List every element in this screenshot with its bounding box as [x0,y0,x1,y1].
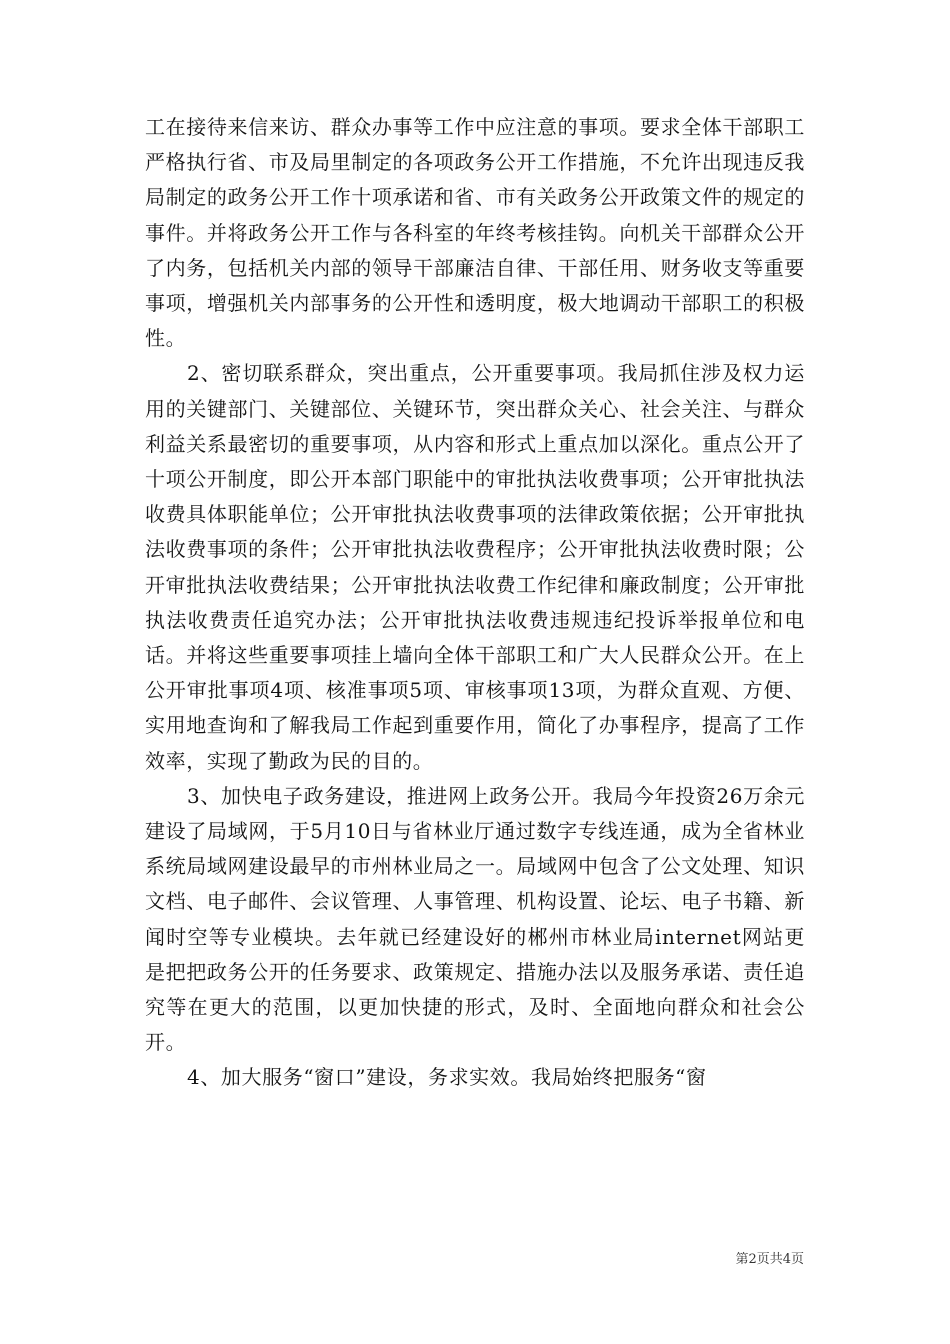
page-number-footer: 第2页共4页 [735,1252,804,1267]
paragraph-item-2: 2、密切联系群众，突出重点，公开重要事项。我局抓住涉及权力运用的关键部门、关键部位、关键环节，突出群众关心、社会关注、与群众利益关系最密切的重要事项，从内容和形式上重点加以深化。重点公开了十项公开制度，即公开本部门职能中的审批执法收费事项；公开审批执法收费具体职能单位；公开审批执法收费事项的法律政策依据；公开审批执法收费事项的条件；公开审批执法收费程序；公开审批执法收费时限；公开审批执法收费结果；公开审批执法收费工作纪律和廉政制度；公开审批执法收费责任追究办法；公开审批执法收费违规违纪投诉举报单位和电话。并将这些重要事项挂上墙向全体干部职工和广大人民群众公开。在上公开审批事项4项、核准事项5项、审核事项13项，为群众直观、方便、实用地查询和了解我局工作起到重要作用，简化了办事程序，提高了工作效率，实现了勤政为民的目的。 [145,361,805,773]
document-body [145,110,805,1096]
paragraph-continuation: 工在接待来信来访、群众办事等工作中应注意的事项。要求全体干部职工严格执行省、市及局里制定的各项政务公开工作措施，不允许出现违反我局制定的政务公开工作十项承诺和省、市有关政务公开政策文件的规定的事件。并将政务公开工作与各科室的年终考核挂钩。向机关干部群众公开了内务，包括机关内部的领导干部廉洁自律、干部任用、财务收支等重要事项，增强机关内部事务的公开性和透明度，极大地调动干部职工的积极性。 [145,115,805,351]
paragraph-item-4: 4、加大服务“窗口”建设，务求实效。我局始终把服务“窗 [187,1065,707,1090]
paragraph-item-3: 3、加快电子政务建设，推进网上政务公开。我局今年投资26万余元建设了局域网，于5月10日与省林业厅通过数字专线连通，成为全省林业系统局域网建设最早的市州林业局之一。局域网中包含了公文处理、知识文档、电子邮件、会议管理、人事管理、机构设置、论坛、电子书籍、新闻时空等专业模块。去年就已经建设好的郴州市林业局internet网站更是把把政务公开的任务要求、政策规定、措施办法以及服务承诺、责任追究等在更大的范围，以更加快捷的形式，及时、全面地向群众和社会公开。 [145,783,805,1055]
